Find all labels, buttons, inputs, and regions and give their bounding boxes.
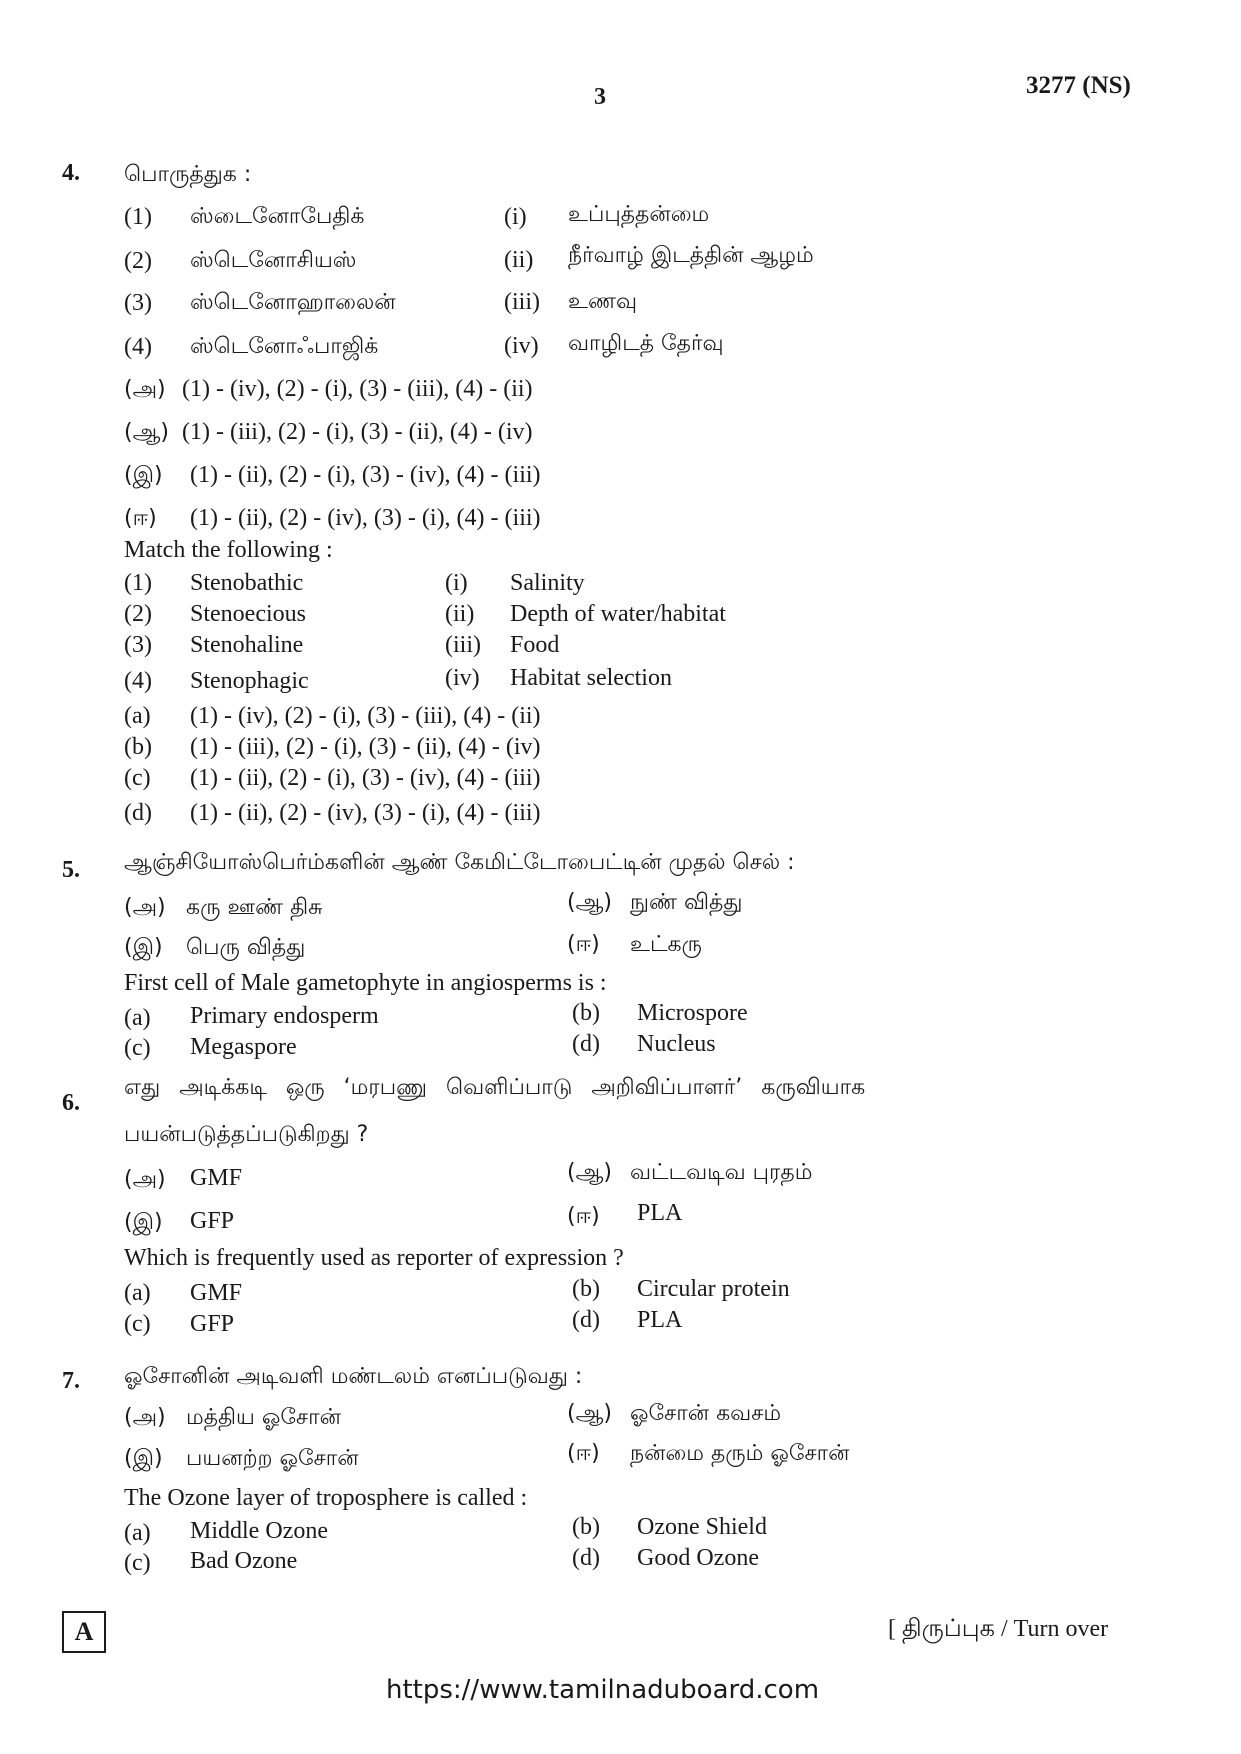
- option-key: (d): [124, 800, 152, 826]
- match-item-en: Food: [510, 632, 560, 658]
- match-key: (4): [124, 334, 152, 360]
- match-key: (iv): [504, 333, 539, 359]
- option-key-ta: (ஈ): [567, 1204, 600, 1229]
- page-number: 3: [594, 84, 606, 110]
- match-key: (2): [124, 248, 152, 274]
- option-text: Microspore: [637, 1000, 748, 1026]
- question-prompt-en: First cell of Male gametophyte in angiosperms is :: [124, 970, 607, 996]
- option-text-ta: மத்திய ஓசோன்: [186, 1405, 341, 1430]
- option-text-ta: கரு ஊண் திசு: [186, 895, 323, 920]
- option-text: GMF: [190, 1165, 243, 1191]
- option-key-ta: (இ): [124, 463, 163, 488]
- option-key: (d): [572, 1545, 600, 1571]
- question-number: 4.: [62, 160, 80, 186]
- option-key-ta: (ஈ): [124, 506, 157, 531]
- option-key: (c): [124, 1311, 151, 1337]
- option-text-ta: நுண் வித்து: [630, 890, 743, 915]
- match-item-ta: உணவு: [568, 289, 638, 314]
- match-key: (i): [445, 570, 468, 596]
- question-prompt-en: The Ozone layer of troposphere is called :: [124, 1485, 528, 1511]
- option-key: (b): [572, 1276, 600, 1302]
- option-text: GMF: [190, 1280, 243, 1306]
- question-prompt-ta: ஆஞ்சியோஸ்பெர்ம்களின் ஆண் கேமிட்டோபைட்டின் முதல் செல் :: [124, 850, 795, 875]
- option-text: Good Ozone: [637, 1545, 759, 1571]
- option-text: (1) - (ii), (2) - (iv), (3) - (i), (4) - (iii): [190, 505, 541, 531]
- option-text: (1) - (ii), (2) - (iv), (3) - (i), (4) - (iii): [190, 800, 541, 826]
- option-text-ta: வட்டவடிவ புரதம்: [630, 1160, 813, 1185]
- option-text: Megaspore: [190, 1034, 297, 1060]
- option-key-ta: (ஆ): [124, 420, 169, 445]
- option-key: (a): [124, 703, 151, 729]
- question-prompt-ta: எது அடிக்கடி ஒரு ‘மரபணு வெளிப்பாடு அறிவிப்பாளர்’ கருவியாக: [124, 1075, 866, 1100]
- match-item-ta: ஸ்டெனோசியஸ்: [190, 248, 357, 273]
- option-key: (d): [572, 1307, 600, 1333]
- option-text: (1) - (iv), (2) - (i), (3) - (iii), (4) - (ii): [182, 376, 533, 402]
- option-text: (1) - (ii), (2) - (i), (3) - (iv), (4) - (iii): [190, 462, 541, 488]
- option-text-ta: பெரு வித்து: [186, 935, 306, 960]
- option-text: Nucleus: [637, 1031, 716, 1057]
- option-key-ta: (அ): [124, 1167, 166, 1192]
- option-text: GFP: [190, 1311, 235, 1337]
- match-item-ta: வாழிடத் தேர்வு: [568, 331, 724, 356]
- match-key: (i): [504, 204, 527, 230]
- match-item-en: Stenoecious: [190, 601, 306, 627]
- option-text: Primary endosperm: [190, 1003, 379, 1029]
- match-item-ta: ஸ்டெனோஹாலைன்: [190, 290, 396, 315]
- match-item-en: Salinity: [510, 570, 585, 596]
- option-key-ta: (அ): [124, 377, 166, 402]
- option-text: PLA: [637, 1307, 683, 1333]
- option-key-ta: (ஈ): [567, 932, 600, 957]
- option-text: PLA: [637, 1200, 683, 1226]
- option-key-ta: (இ): [124, 1210, 163, 1235]
- match-item-en: Stenohaline: [190, 632, 304, 658]
- option-key-ta: (ஆ): [567, 1401, 612, 1426]
- match-item-ta: நீர்வாழ் இடத்தின் ஆழம்: [568, 243, 814, 268]
- match-key: (3): [124, 632, 152, 658]
- question-prompt-ta: பொருத்துக :: [124, 162, 252, 187]
- option-key: (a): [124, 1280, 151, 1306]
- option-key: (b): [124, 734, 152, 760]
- option-text: GFP: [190, 1208, 235, 1234]
- option-key: (c): [124, 1550, 151, 1576]
- booklet-series-box: A: [62, 1611, 106, 1653]
- match-key: (ii): [445, 601, 475, 627]
- option-text: Circular protein: [637, 1276, 790, 1302]
- question-prompt-en: Which is frequently used as reporter of expression ?: [124, 1245, 624, 1271]
- option-key-ta: (இ): [124, 1446, 163, 1471]
- option-text: (1) - (iii), (2) - (i), (3) - (ii), (4) - (iv): [182, 419, 533, 445]
- match-key: (1): [124, 570, 152, 596]
- match-key: (2): [124, 601, 152, 627]
- match-item-ta: உப்புத்தன்மை: [568, 202, 710, 227]
- match-key: (4): [124, 668, 152, 694]
- option-text-ta: பயனற்ற ஓசோன்: [186, 1446, 359, 1471]
- option-text-ta: நன்மை தரும் ஓசோன்: [630, 1441, 850, 1466]
- match-item-en: Stenophagic: [190, 668, 309, 694]
- option-key-ta: (ஆ): [567, 1160, 612, 1185]
- option-key: (b): [572, 1514, 600, 1540]
- option-key-ta: (அ): [124, 1405, 166, 1430]
- question-number: 5.: [62, 857, 80, 883]
- option-key-ta: (இ): [124, 935, 163, 960]
- option-text: Ozone Shield: [637, 1514, 767, 1540]
- option-text: Bad Ozone: [190, 1548, 298, 1574]
- match-item-en: Stenobathic: [190, 570, 304, 596]
- match-item-ta: ஸ்டெனோஃபாஜிக்: [190, 334, 379, 359]
- option-key-ta: (ஈ): [567, 1441, 600, 1466]
- match-key: (1): [124, 204, 152, 230]
- option-key: (d): [572, 1031, 600, 1057]
- match-key: (iv): [445, 665, 480, 691]
- option-key: (a): [124, 1520, 151, 1546]
- match-key: (iii): [504, 289, 540, 315]
- option-key: (c): [124, 1035, 151, 1061]
- option-text: (1) - (ii), (2) - (i), (3) - (iv), (4) - (iii): [190, 765, 541, 791]
- match-key: (iii): [445, 632, 481, 658]
- option-text: (1) - (iv), (2) - (i), (3) - (iii), (4) - (ii): [190, 703, 541, 729]
- option-key-ta: (ஆ): [567, 890, 612, 915]
- question-prompt-ta: ஓசோனின் அடிவளி மண்டலம் எனப்படுவது :: [124, 1364, 583, 1389]
- paper-code: 3277 (NS): [1026, 72, 1131, 99]
- option-key: (c): [124, 765, 151, 791]
- option-key-ta: (அ): [124, 895, 166, 920]
- option-text-ta: உட்கரு: [630, 932, 702, 957]
- option-text: (1) - (iii), (2) - (i), (3) - (ii), (4) - (iv): [190, 734, 541, 760]
- question-number: 6.: [62, 1090, 80, 1116]
- option-key: (a): [124, 1005, 151, 1031]
- match-key: (ii): [504, 247, 534, 273]
- match-key: (3): [124, 290, 152, 316]
- turn-over-label: [ திருப்புக / Turn over: [888, 1616, 1109, 1642]
- option-key: (b): [572, 1000, 600, 1026]
- match-item-en: Depth of water/habitat: [510, 601, 726, 627]
- source-url[interactable]: https://www.tamilnaduboard.com: [386, 1675, 820, 1705]
- question-prompt-ta-cont: பயன்படுத்தப்படுகிறது ?: [124, 1122, 369, 1147]
- question-prompt-en: Match the following :: [124, 537, 333, 563]
- option-text-ta: ஓசோன் கவசம்: [630, 1401, 782, 1426]
- option-text: Middle Ozone: [190, 1518, 328, 1544]
- question-number: 7.: [62, 1368, 80, 1394]
- match-item-en: Habitat selection: [510, 665, 672, 691]
- match-item-ta: ஸ்டைனோபேதிக்: [190, 204, 365, 229]
